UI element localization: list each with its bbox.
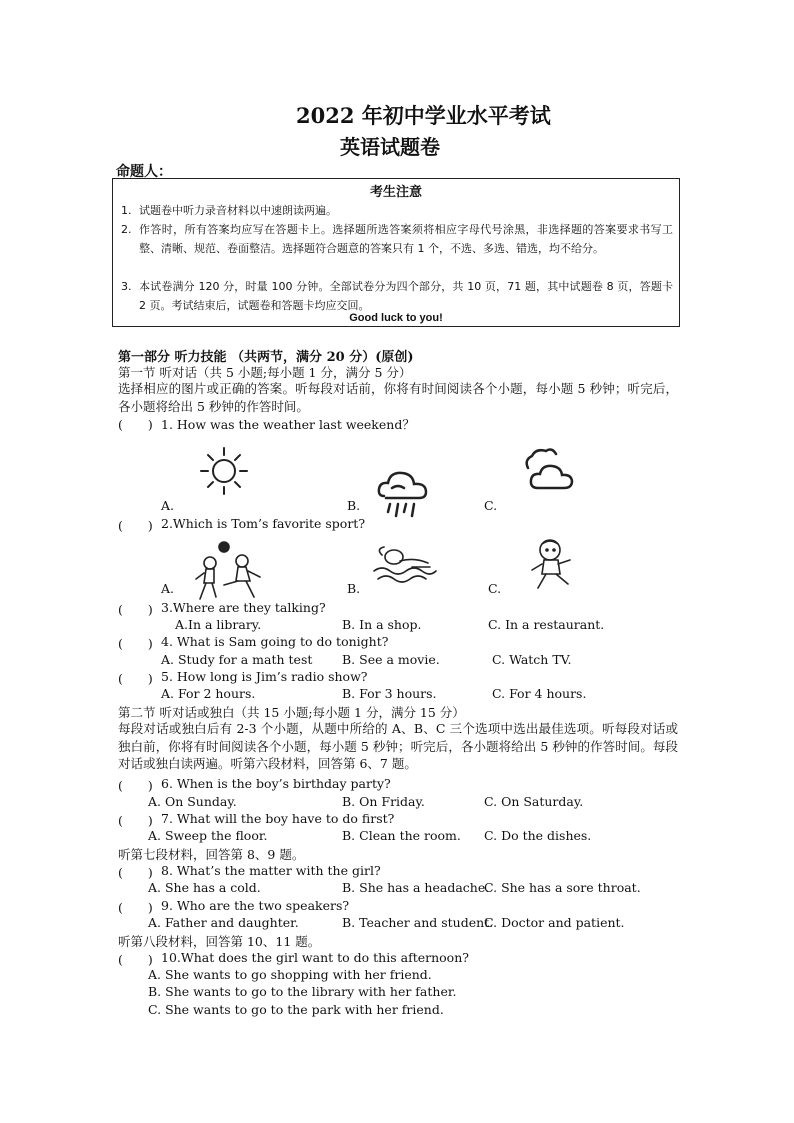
notice-item-text: 作答时，所有答案均应写在答题卡上。选择题所选答案须将相应字母代号涂黑，非选择题的答案要求书写工整、清晰、规范、卷面整洁。选择题符合题意的答案只有 1 个，不选、多选、错选，均不给分。 xyxy=(139,223,673,255)
option-c: C. She has a sore throat. xyxy=(484,880,641,895)
answer-bracket: ( ) xyxy=(118,671,153,686)
answer-bracket: ( ) xyxy=(118,952,153,967)
material-8-note: 听第八段材料，回答第 10、11 题。 xyxy=(118,934,321,949)
question-stem: 9. Who are the two speakers? xyxy=(161,898,350,913)
option-label: B. xyxy=(347,581,361,596)
option-a: A. On Sunday. xyxy=(148,794,237,809)
answer-bracket: ( ) xyxy=(118,900,153,915)
candidate-notice-box xyxy=(112,178,680,327)
option-a: A. For 2 hours. xyxy=(161,686,256,701)
option-c: C. She wants to go to the park with her friend. xyxy=(148,1002,444,1017)
option-b: B. She has a headache. xyxy=(342,880,490,895)
option-a: A. Father and daughter. xyxy=(148,915,299,930)
exam-subtitle: 英语试题卷 xyxy=(340,135,440,159)
part1-heading: 第一部分 听力技能 （共两节，满分 20 分）(原创) xyxy=(118,350,414,365)
answer-bracket: ( ) xyxy=(118,602,153,617)
answer-bracket: ( ) xyxy=(118,417,153,432)
football-kids-icon xyxy=(194,541,266,603)
option-label: C. xyxy=(488,581,502,596)
option-label: A. xyxy=(161,581,175,596)
notice-item-number: 2. xyxy=(121,223,132,236)
option-label: A. xyxy=(161,498,175,513)
option-a: A. Study for a math test xyxy=(161,652,313,667)
exam-title: 2022 年初中学业水平考试 xyxy=(296,103,551,128)
notice-item-text: 本试卷满分 120 分，时量 100 分钟。全部试卷分为四个部分，共 10 页，71 题，其中试题卷 8 页，答题卡 2 页。考试结束后，试题卷和答题卡均应交回。 xyxy=(139,280,673,312)
section1-heading: 第一节 听对话（共 5 小题;每小题 1 分，满分 5 分） xyxy=(118,365,412,380)
option-a: A.In a library. xyxy=(175,617,262,632)
question-stem: 6. When is the boy’s birthday party? xyxy=(161,776,391,791)
swimming-icon xyxy=(372,545,438,587)
question-stem: 1. How was the weather last weekend？ xyxy=(161,417,415,432)
notice-title: 考生注意 xyxy=(369,185,422,200)
rain-cloud-icon xyxy=(376,466,430,518)
notice-item-number: 3. xyxy=(121,280,132,293)
section2-instructions: 每段对话或独白后有 2-3 个小题，从题中所给的 A、B、C 三个选项中选出最佳选项。听每段对话或独白前，你将有时间阅读各个小题，每小题 5 秒钟；听完后，各小题将给出 5 秒钟的作答时间。每段对话或独白读两遍。听第六段材料，回答第 6、7 题。 xyxy=(118,721,678,771)
running-boy-icon xyxy=(528,538,578,592)
question-stem: 10.What does the girl want to do this afternoon? xyxy=(161,950,469,965)
section1-instructions: 选择相应的图片或正确的答案。听每段对话前，你将有时间阅读各个小题，每小题 5 秒钟；听完后，各小题将给出 5 秒钟的作答时间。 xyxy=(118,381,678,414)
answer-bracket: ( ) xyxy=(118,636,153,651)
option-c: C. In a restaurant. xyxy=(488,617,605,632)
good-luck-text: Good luck to you! xyxy=(349,312,443,324)
question-stem: 3.Where are they talking? xyxy=(161,600,326,615)
notice-item-text: 试题卷中听力录音材料以中速朗读两遍。 xyxy=(139,204,337,217)
option-label: B. xyxy=(347,498,361,513)
question-stem: 8. What’s the matter with the girl? xyxy=(161,863,381,878)
option-c: C. Watch TV. xyxy=(492,652,572,667)
sun-icon xyxy=(198,446,250,496)
author-label: 命题人： xyxy=(116,164,172,180)
answer-bracket: ( ) xyxy=(118,813,153,828)
question-stem: 4. What is Sam going to do tonight? xyxy=(161,634,389,649)
section2-heading: 第二节 听对话或独白（共 15 小题;每小题 1 分，满分 15 分） xyxy=(118,705,465,720)
question-stem: 5. How long is Jim’s radio show? xyxy=(161,669,368,684)
option-b: B. In a shop. xyxy=(342,617,422,632)
question-stem: 2.Which is Tom’s favorite sport? xyxy=(161,516,366,531)
notice-item xyxy=(121,277,673,315)
option-b: B. For 3 hours. xyxy=(342,686,437,701)
option-b: B. Teacher and student. xyxy=(342,915,494,930)
option-c: C. On Saturday. xyxy=(484,794,584,809)
option-b: B. See a movie. xyxy=(342,652,440,667)
question-stem: 7. What will the boy have to do first? xyxy=(161,811,395,826)
answer-bracket: ( ) xyxy=(118,865,153,880)
option-c: C. For 4 hours. xyxy=(492,686,587,701)
option-b: B. Clean the room. xyxy=(342,828,461,843)
notice-item xyxy=(121,201,673,220)
answer-bracket: ( ) xyxy=(118,778,153,793)
option-b: B. On Friday. xyxy=(342,794,425,809)
notice-item-number: 1. xyxy=(121,204,132,217)
answer-bracket: ( ) xyxy=(118,518,153,533)
material-7-note: 听第七段材料，回答第 8、9 题。 xyxy=(118,847,305,862)
option-label: C. xyxy=(484,498,498,513)
option-a: A. She has a cold. xyxy=(148,880,261,895)
option-c: C. Do the dishes. xyxy=(484,828,592,843)
option-a: A. She wants to go shopping with her friend. xyxy=(148,967,432,982)
cloudy-icon xyxy=(522,446,576,492)
notice-item xyxy=(121,220,673,277)
option-b: B. She wants to go to the library with her father. xyxy=(148,984,457,999)
option-a: A. Sweep the floor. xyxy=(148,828,268,843)
option-c: C. Doctor and patient. xyxy=(484,915,625,930)
